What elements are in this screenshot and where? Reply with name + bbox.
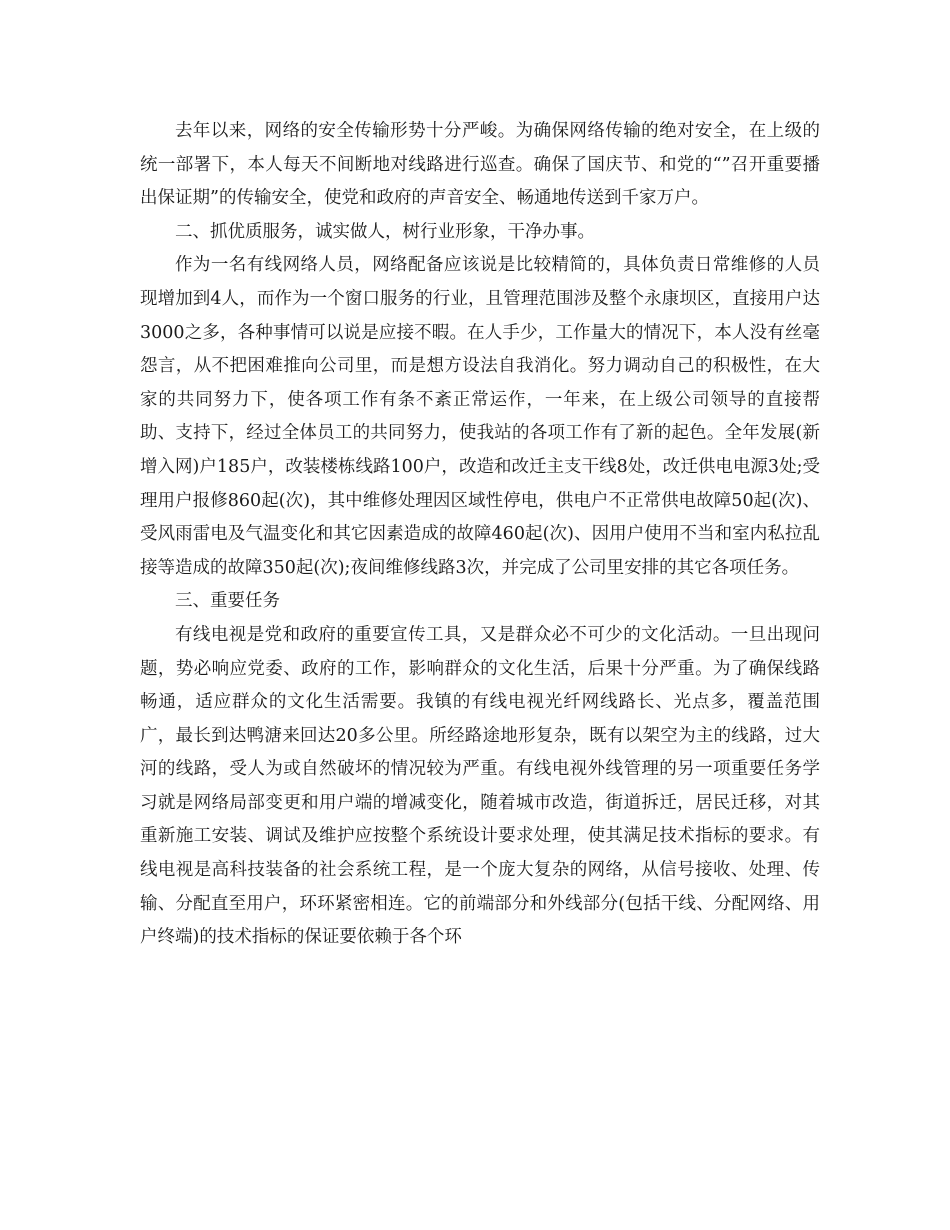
document-body [140,115,820,955]
paragraph-network-staff: 作为一名有线网络人员，网络配备应该说是比较精简的，具体负责日常维修的人员现增加到4人，而作为一个窗口服务的行业，且管理范围涉及整个永康坝区，直接用户达3000之多，各种事情可以说是应接不暇。在人手少，工作量大的情况下，本人没有丝毫怨言，从不把困难推向公司里，而是想方设法自我消化。努力调动自己的积极性，在大家的共同努力下，使各项工作有条不紊正常运作，一年来，在上级公司领导的直接帮助、支持下，经过全体员工的共同努力，使我站的各项工作有了新的起色。全年发展(新增入网)户185户，改装楼栋线路100户，改造和改迁主支干线8处，改迁供电电源3处;受理用户报修860起(次)，其中维修处理因区域性停电，供电户不正常供电故障50起(次)、受风雨雷电及气温变化和其它因素造成的故障460起(次)、因用户使用不当和室内私拉乱接等造成的故障350起(次);夜间维修线路3次，并完成了公司里安排的其它各项任务。 [140,255,820,578]
paragraph-cable-tv: 有线电视是党和政府的重要宣传工具，又是群众必不可少的文化活动。一旦出现问题，势必响应党委、政府的工作，影响群众的文化生活，后果十分严重。为了确保线路畅通，适应群众的文化生活需要。我镇的有线电视光纤网线路长、光点多，覆盖范围广，最长到达鸭溏来回达20多公里。所经路途地形复杂，既有以架空为主的线路，过大河的线路，受人为或自然破坏的情况较为严重。有线电视外线管理的另一项重要任务学习就是网络局部变更和用户端的增减变化，随着城市改造，街道拆迁，居民迁移，对其重新施工安装、调试及维护应按整个系统设计要求处理，使其满足技术指标的要求。有线电视是高科技装备的社会系统工程，是一个庞大复杂的网络，从信号接收、处理、传输、分配直至用户，环环紧密相连。它的前端部分和外线部分(包括干线、分配网络、用户终端)的技术指标的保证要依赖于各个环 [140,624,820,948]
paragraph-security-transmission: 去年以来，网络的安全传输形势十分严峻。为确保网络传输的绝对安全，在上级的统一部署下，本人每天不间断地对线路进行巡查。确保了国庆节、和党的“”召开重要播出保证期”的传输安全，使党和政府的声音安全、畅通地传送到千家万户。 [140,121,820,209]
section-heading-key-tasks: 三、重要任务 [175,591,280,612]
section-heading-quality-service: 二、抓优质服务，诚实做人，树行业形象，干净办事。 [175,221,595,242]
